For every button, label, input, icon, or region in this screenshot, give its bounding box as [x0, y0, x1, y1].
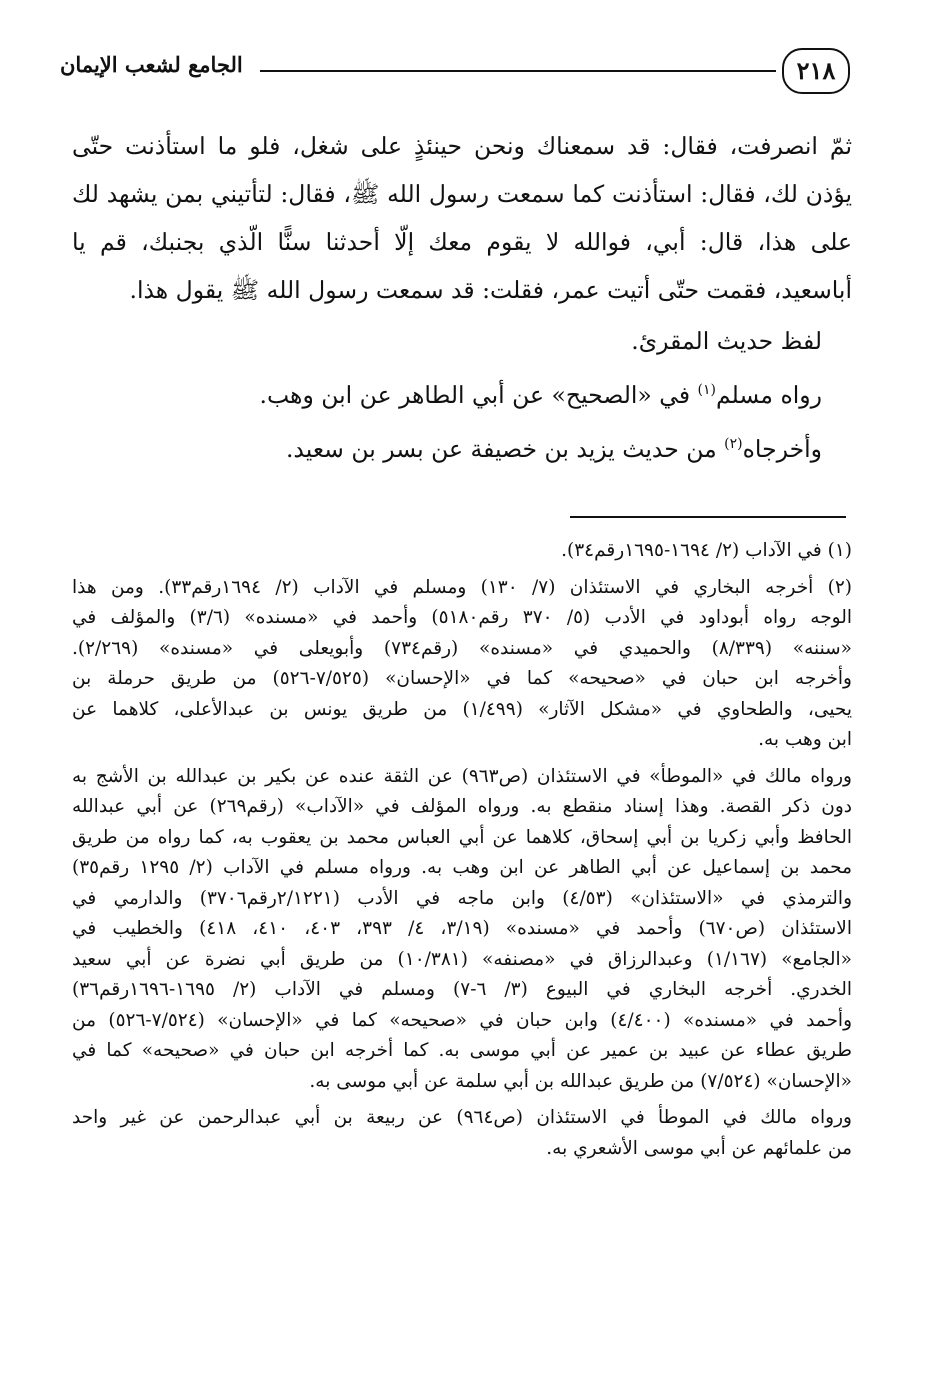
footnote-line: ورواه مالك في الموطأ في الاستئذان (ص٩٦٤) عن ربيعة بن أبي عبدالرحمن عن غير واحد [72, 1107, 852, 1128]
footnote-line: (٢) أخرجه البخاري في الاستئذان (٧/ ١٣٠) ومسلم في الآداب (٢/ ١٦٩٤رقم٣٣). ومن هذا [72, 576, 852, 598]
footnote-line: والترمذي في «الاستئذان» (٤/٥٣) وابن ماجه في الأدب (٢/١٢٢١رقم٣٧٠٦) والدارمي في [72, 887, 853, 909]
footnote-line: طريق عطاء عن عبيد بن عمير عن أبي موسى به. كما أخرجه ابن حبان في «صحيحه» كما في [72, 1040, 852, 1061]
footnote-line: وأحمد في «مسنده» (٤/٤٠٠) وابن حبان في «صحيحه» كما في «الإحسان» (٧/٥٢٤-٥٢٦) من [72, 1009, 853, 1031]
footnote-2-final [72, 1103, 852, 1164]
page-number: ٢١٨ [782, 48, 850, 94]
riwaya-text-start: رواه مسلم [716, 381, 822, 409]
akhraja-text-start: وأخرجاه [742, 435, 822, 463]
running-title: الجامع لشعب الإيمان [60, 52, 243, 77]
footnote-ref-2[interactable]: (٢) [724, 436, 743, 453]
page-header [60, 48, 850, 98]
main-text [72, 122, 852, 476]
header-rule [260, 70, 776, 72]
footnote-line: يحيى، والطحاوي في «مشكل الآثار» (١/٤٩٩) من طريق يونس بن عبدالأعلى، كلاهما عن [72, 698, 852, 720]
footnote-line: «الإحسان» (٧/٥٢٤) من طريق عبدالله بن أبي سلمة عن أبي موسى به. [309, 1070, 852, 1092]
riwaya-line [72, 368, 852, 422]
footnote-2 [72, 573, 852, 756]
footnote-2-continued [72, 762, 852, 1098]
footnote-separator [570, 516, 846, 518]
text-line: ثمّ انصرفت، فقال: قد سمعناك ونحن حينئذٍ على شغل، فلو ما استأذنت حتّى [72, 132, 852, 160]
footnote-line: ابن وهب به. [758, 729, 852, 750]
text-line: على هذا، قال: أبي، فوالله لا يقوم معك إلّا أحدثنا سنًّا الّذي بجنبك، قم يا [72, 228, 852, 256]
lafz-line: لفظ حديث المقرئ. [631, 327, 822, 355]
footnote-line: الخدري. أخرجه البخاري في البيوع (٣/ ٦-٧) ومسلم في الآداب (٢/ ١٦٩٥-١٦٩٦رقم٣٦) [72, 979, 852, 1000]
footnote-ref-1[interactable]: (١) [697, 382, 717, 399]
footnote-line: ورواه مالك في «الموطأ» في الاستئذان (ص٩٦٣) عن الثقة عنده عن بكير بن عبدالله بن الأشج به [72, 765, 852, 787]
footnote-line: الوجه رواه أبوداود في الأدب (٥/ ٣٧٠ رقم٥١٨٠) وأحمد في «مسنده» (٣/٦) والمؤلف في [72, 607, 852, 628]
footnote-1 [72, 536, 852, 567]
hadith-paragraph [72, 122, 852, 314]
footnote-line: الحافظ وأبي زكريا بن أبي إسحاق، كلاهما عن أبي العباس محمد بن يعقوب به، كما رواه من طريق [72, 826, 852, 848]
footnote-line: محمد بن إسماعيل عن أبي الطاهر عن ابن وهب به. ورواه مسلم في الآداب (٢/ ١٢٩٥ رقم٣٥) [72, 857, 852, 878]
akhraja-line [72, 422, 852, 476]
footnote-line: «سننه» (٨/٣٣٩) والحميدي في «مسنده» (رقم٧٣٤) وأبويعلى في «مسنده» (٢/٢٦٩). [72, 637, 852, 659]
footnote-line: وأخرجه ابن حبان في «صحيحه» كما في «الإحسان» (٧/٥٢٥-٥٢٦) من طريق حرملة بن [72, 668, 852, 689]
footnote-line: «الجامع» (١/١٦٧) وعبدالرزاق في «مصنفه» (١٠/٣٨١) من طريق أبي نضرة عن أبي سعيد [72, 948, 852, 970]
footnote-line: الاستئذان (ص٦٧٠) وأحمد في «مسنده» (٣/١٩، ٤/ ٣٩٣، ٤٠٣، ٤١٠، ٤١٨) والخطيب في [72, 918, 853, 939]
text-line: يؤذن لك، فقال: استأذنت كما سمعت رسول الله ﷺ، فقال: لتأتيني بمن يشهد لك [72, 180, 852, 208]
footnote-line: دون ذكر القصة. وهذا إسناد منقطع به. ورواه المؤلف في «الآداب» (رقم٢٦٩) عن أبي عبدالله [72, 796, 852, 817]
akhraja-text-end: من حديث يزيد بن خصيفة عن بسر بن سعيد. [285, 435, 725, 463]
footnote-line: (١) في الآداب (٢/ ١٦٩٤-١٦٩٥رقم٣٤). [561, 540, 852, 561]
text-line: أباسعيد، فقمت حتّى أتيت عمر، فقلت: قد سمعت رسول الله ﷺ يقول هذا. [129, 276, 852, 304]
footnote-line: من علمائهم عن أبي موسى الأشعري به. [546, 1137, 852, 1159]
riwaya-text-end: في «الصحيح» عن أبي الطاهر عن ابن وهب. [259, 381, 698, 409]
footnotes [72, 536, 852, 1170]
